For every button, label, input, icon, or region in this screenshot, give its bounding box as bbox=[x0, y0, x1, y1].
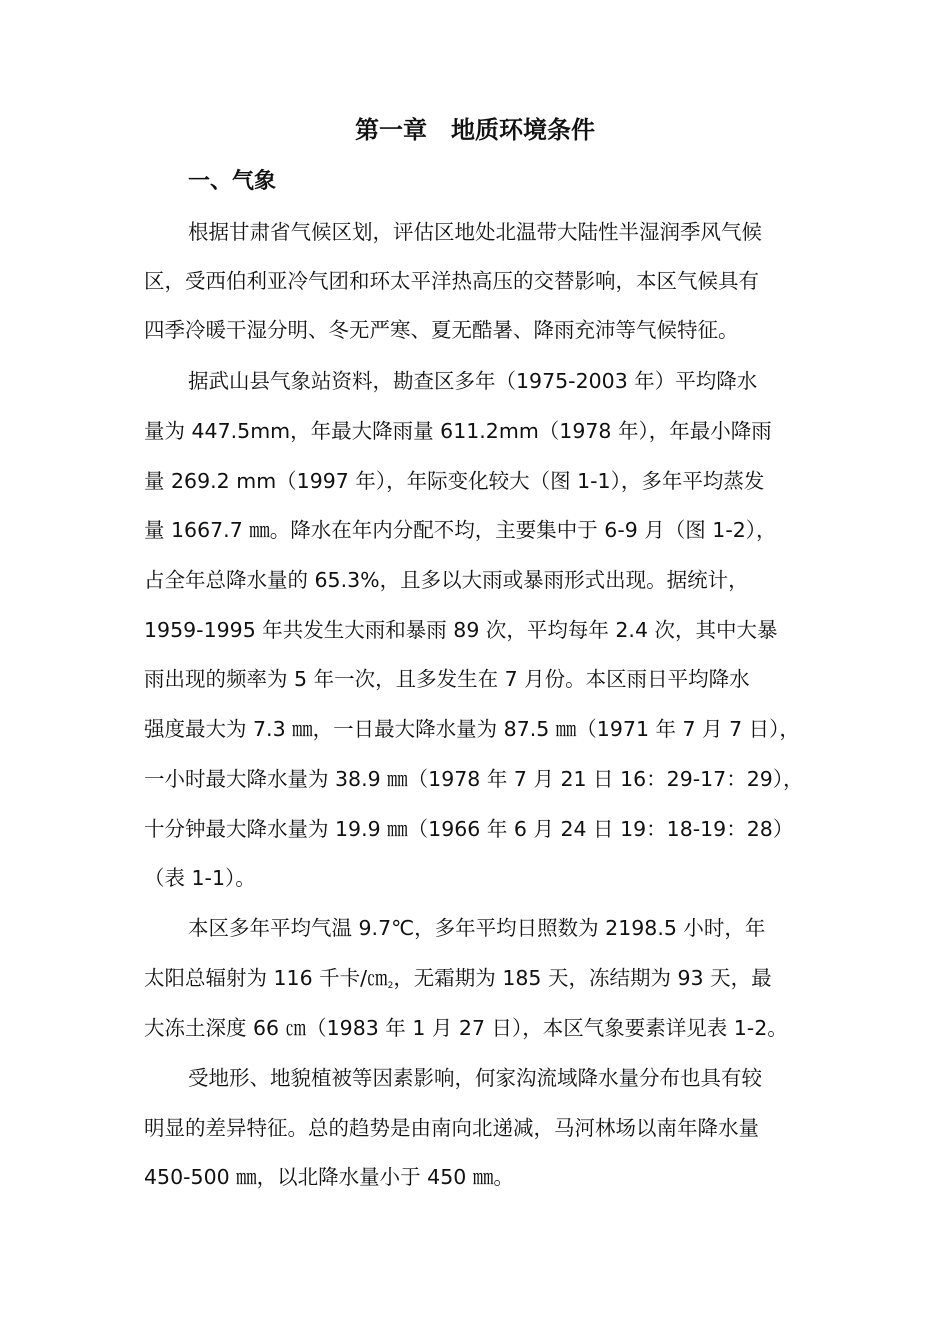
text-line: 量 269.2 mm（1997 年），年际变化较大（图 1-1），多年平均蒸发 bbox=[144, 469, 765, 493]
text-line: 量 1667.7 ㎜。降水在年内分配不均，主要集中于 6-9 月（图 1-2）， bbox=[144, 518, 777, 542]
text-line: 受地形、地貌植被等因素影响，何家沟流域降水量分布也具有较 bbox=[188, 1066, 762, 1090]
text-line: 区，受西伯利亚冷气团和环太平洋热高压的交替影响，本区气候具有 bbox=[144, 269, 759, 293]
text-line: 十分钟最大降水量为 19.9 ㎜（1966 年 6 月 24 日 19：18-19：28） bbox=[144, 817, 794, 841]
superscript-marker: 2 bbox=[387, 981, 394, 991]
text-line-radiation bbox=[144, 962, 810, 1002]
text-line: 明显的差异特征。总的趋势是由南向北递减，马河林场以南年降水量 bbox=[144, 1116, 759, 1140]
text-line: 量为 447.5mm，年最大降雨量 611.2mm（1978 年），年最小降雨 bbox=[144, 419, 772, 443]
text-line: 强度最大为 7.3 ㎜，一日最大降水量为 87.5 ㎜（1971 年 7 月 7 日）， bbox=[144, 717, 800, 741]
text-line: 450-500 ㎜，以北降水量小于 450 ㎜。 bbox=[144, 1165, 514, 1189]
text-line: 雨出现的频率为 5 年一次，且多发生在 7 月份。本区雨日平均降水 bbox=[144, 667, 750, 691]
text-line: 本区多年平均气温 9.7℃，多年平均日照数为 2198.5 小时，年 bbox=[188, 916, 766, 940]
text-line: 据武山县气象站资料，勘查区多年（1975-2003 年）平均降水 bbox=[188, 369, 758, 393]
text-line: 大冻土深度 66 ㎝（1983 年 1 月 27 日），本区气象要素详见表 1-2。 bbox=[144, 1016, 788, 1040]
text-line: 占全年总降水量的 65.3%，且多以大雨或暴雨形式出现。据统计， bbox=[144, 568, 749, 592]
text-line: 四季冷暖干湿分明、冬无严寒、夏无酷暑、降雨充沛等气候特征。 bbox=[144, 318, 739, 342]
text-line: （表 1-1）。 bbox=[144, 866, 256, 890]
text-line: 根据甘肃省气候区划，评估区地处北温带大陆性半湿润季风气候 bbox=[188, 220, 762, 244]
section-heading: 一、气象 bbox=[188, 169, 277, 194]
text-segment: ，无霜期为 185 天，冻结期为 93 天，最 bbox=[393, 966, 772, 990]
chapter-title: 第一章 地质环境条件 bbox=[355, 116, 595, 144]
text-line: 一小时最大降水量为 38.9 ㎜（1978 年 7 月 21 日 16：29-17：29）， bbox=[144, 767, 804, 791]
text-line: 1959-1995 年共发生大雨和暴雨 89 次，平均每年 2.4 次，其中大暴 bbox=[144, 618, 778, 642]
text-segment: 太阳总辐射为 116 千卡/㎝ bbox=[144, 966, 388, 990]
